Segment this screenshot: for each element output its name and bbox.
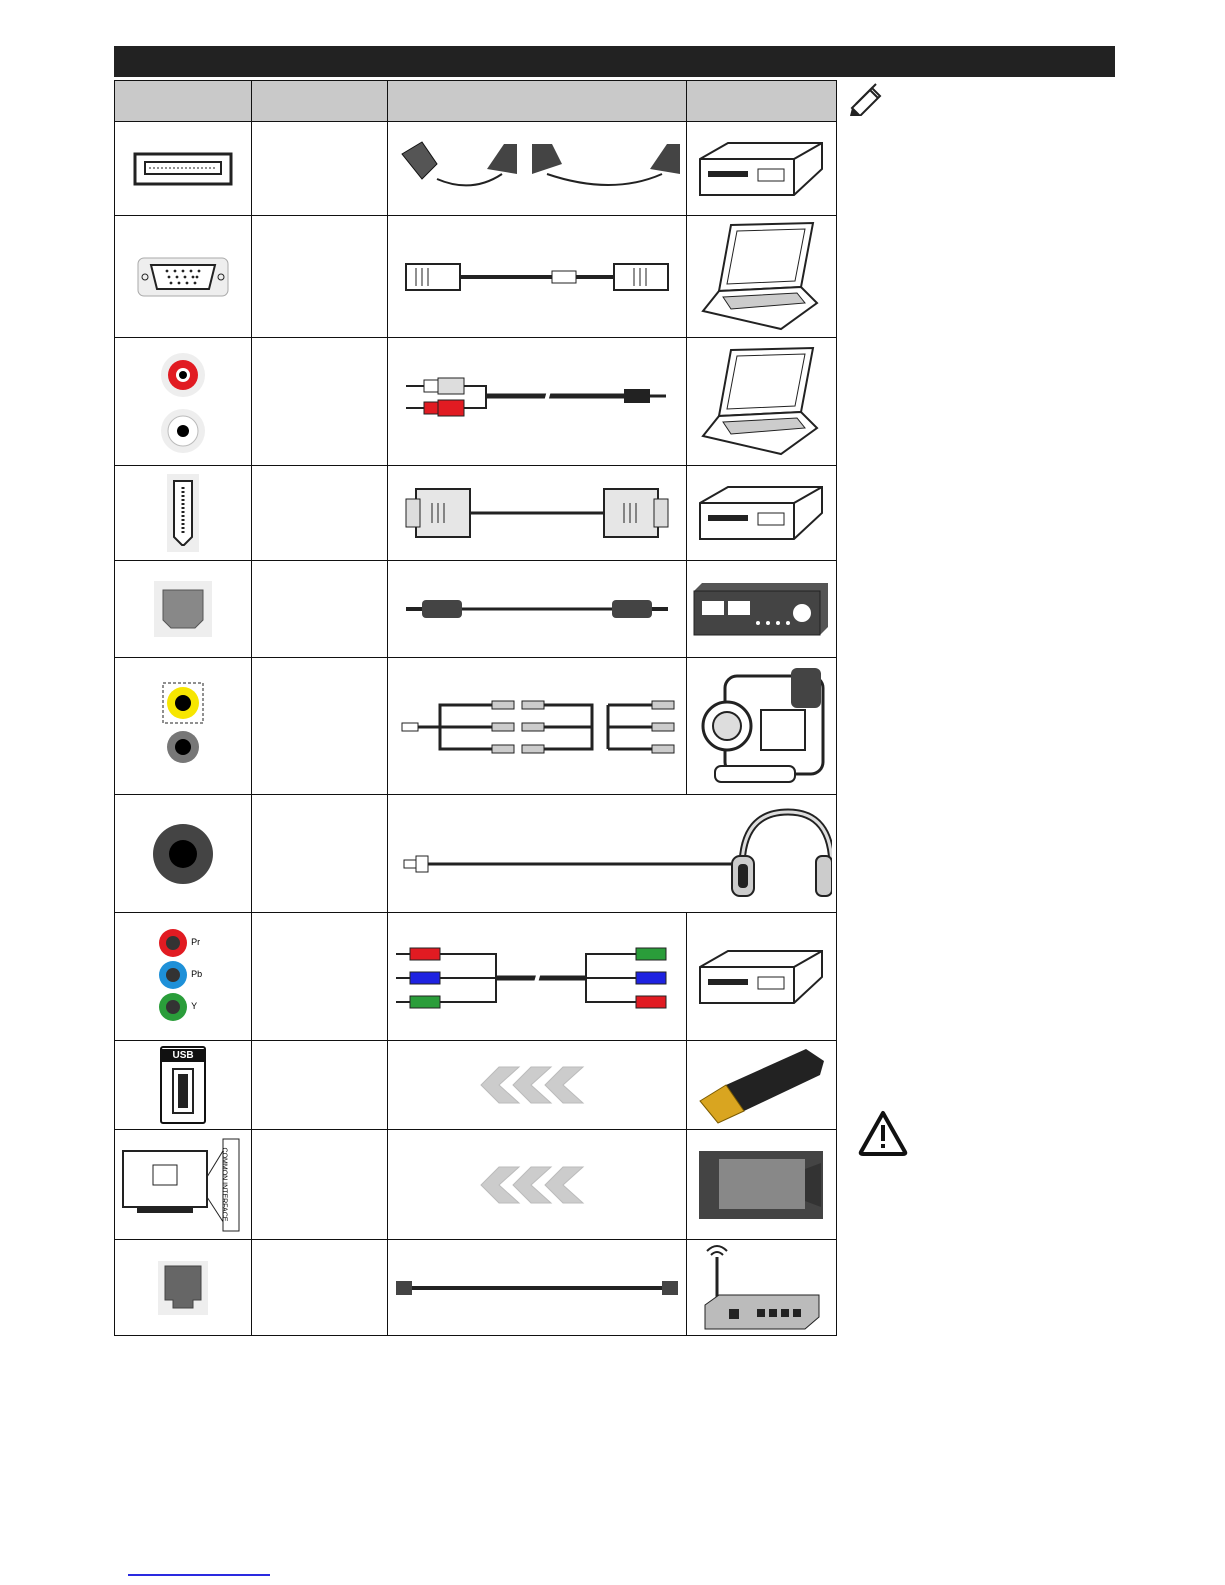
- note-pencil-icon: [848, 82, 888, 116]
- dvd-player-icon: [698, 139, 824, 199]
- optical-cable-icon: [402, 594, 672, 624]
- table-row: [115, 658, 837, 795]
- headphone-cable-icon: [392, 806, 832, 902]
- table-header-row: [115, 81, 837, 122]
- header-type: [252, 81, 388, 122]
- header-connector: [115, 81, 252, 122]
- dvd-player-icon: [698, 947, 824, 1007]
- av-cable-icon: [392, 691, 682, 761]
- vga-cable-icon: [402, 252, 672, 302]
- ypbpr-port-icon: [153, 927, 213, 1027]
- av-port-icon: [153, 681, 213, 771]
- rca-to-jack-cable-icon: [402, 372, 672, 432]
- laptop-icon: [701, 346, 821, 458]
- section-title-bar: [114, 46, 1115, 77]
- table-row: [115, 216, 837, 338]
- usb-label: USB: [162, 1049, 204, 1062]
- scart-cable-icon: [392, 134, 682, 204]
- scart-port-icon: [133, 152, 233, 186]
- hdmi-cable-icon: [402, 483, 672, 543]
- headphone-jack-port-icon: [151, 822, 215, 886]
- table-row: [115, 1130, 837, 1240]
- hdmi-port-icon: [166, 473, 200, 553]
- pb-label: Pb: [191, 968, 203, 979]
- ethernet-port-icon: [157, 1260, 209, 1316]
- header-cables: [388, 81, 686, 122]
- pr-label: Pr: [191, 936, 201, 947]
- rca-audio-port-icon: [153, 347, 213, 457]
- table-row: [115, 561, 837, 658]
- usb-port-icon: [172, 1068, 194, 1114]
- audio-amplifier-icon: [692, 581, 830, 637]
- usb-stick-icon: [696, 1045, 826, 1125]
- table-row: [115, 1240, 837, 1336]
- ci-label: COMMON INTERFACE: [220, 1147, 228, 1221]
- vga-port-icon: [137, 257, 229, 297]
- table-row: [115, 1041, 837, 1130]
- y-label: Y: [191, 1000, 198, 1011]
- warning-triangle-icon: [858, 1110, 908, 1156]
- optical-port-icon: [153, 580, 213, 638]
- laptop-icon: [701, 221, 821, 333]
- component-cable-icon: [392, 942, 682, 1012]
- table-row: [115, 338, 837, 466]
- table-row: [115, 795, 837, 913]
- table-row: [115, 122, 837, 216]
- camcorder-icon: [695, 666, 827, 786]
- table-row: [115, 466, 837, 561]
- header-device: [686, 81, 836, 122]
- footer-link-underline: [128, 1574, 270, 1576]
- usb-port: [160, 1046, 206, 1124]
- ci-module-icon: [697, 1149, 825, 1221]
- ethernet-cable-icon: [392, 1273, 682, 1303]
- insert-arrows-icon: [479, 1165, 595, 1205]
- dvd-player-icon: [698, 483, 824, 543]
- wifi-router-icon: [699, 1243, 823, 1333]
- table-row: [115, 913, 837, 1041]
- insert-arrows-icon: [479, 1065, 595, 1105]
- connections-table: [114, 80, 837, 1336]
